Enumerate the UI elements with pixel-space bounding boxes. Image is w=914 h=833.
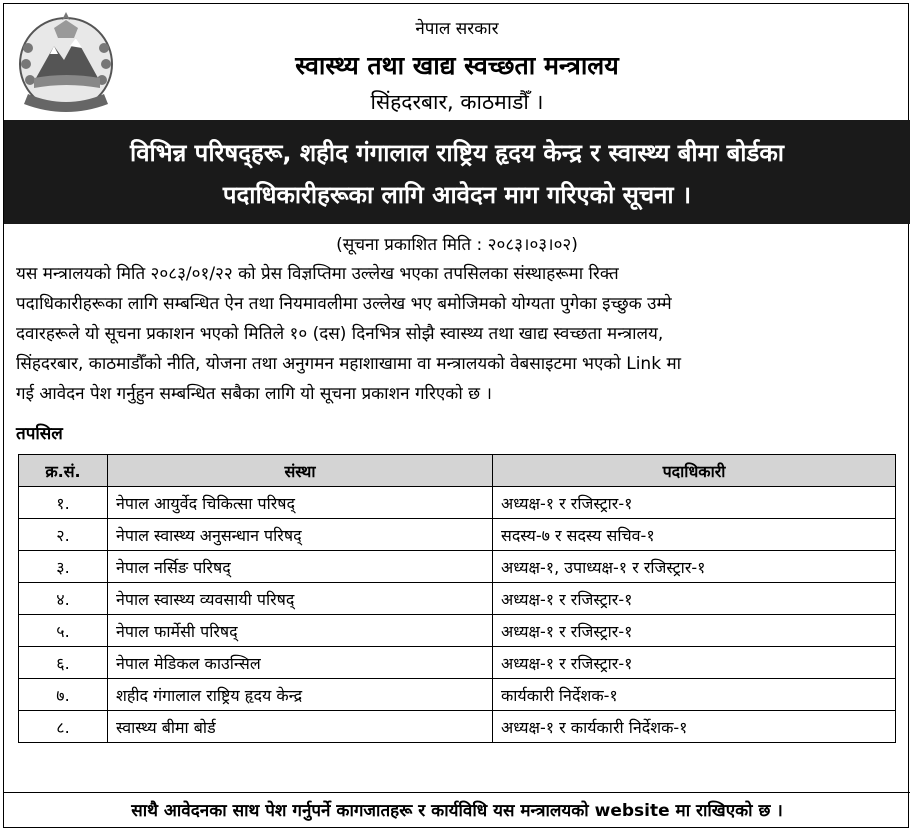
- table-row: [19, 711, 896, 743]
- notice-title-line-1: विभिन्न परिषद्हरू, शहीद गंगालाल राष्ट्रिय हृदय केन्द्र र स्वास्थ्य बीमा बोर्डका: [130, 139, 784, 167]
- cell-positions: अध्यक्ष-१ र कार्यकारी निर्देशक-१: [493, 711, 896, 743]
- table-row: [19, 551, 896, 583]
- notice-body-line: दवारहरूले यो सूचना प्रकाशन भएको मितिले १० (दस) दिनभित्र सोझै स्वास्थ्य तथा खाद्य स्वच्छता मन्त्रालय,: [16, 324, 664, 344]
- table-row: [19, 519, 896, 551]
- cell-positions: कार्यकारी निर्देशक-१: [493, 679, 896, 711]
- cell-institution: शहीद गंगालाल राष्ट्रिय हृदय केन्द्र: [108, 679, 493, 711]
- cell-positions: अध्यक्ष-१, उपाध्यक्ष-१ र रजिस्ट्रार-१: [493, 551, 896, 583]
- cell-serial: ७.: [19, 679, 108, 711]
- schedule-label: तपसिल: [16, 424, 63, 444]
- cell-positions: सदस्य-७ र सदस्य सचिव-१: [493, 519, 896, 551]
- cell-positions: अध्यक्ष-१ र रजिस्ट्रार-१: [493, 487, 896, 519]
- cell-institution: नेपाल स्वास्थ्य अनुसन्धान परिषद्: [108, 519, 493, 551]
- cell-serial: ६.: [19, 647, 108, 679]
- publication-date: (सूचना प्रकाशित मिति : २०८३।०३।०२): [336, 235, 578, 255]
- notice-title-banner: [4, 120, 910, 224]
- cell-institution: नेपाल आयुर्वेद चिकित्सा परिषद्: [108, 487, 493, 519]
- notice-header: [4, 4, 910, 120]
- government-title: नेपाल सरकार: [415, 19, 499, 39]
- ministry-address: सिंहदरबार, काठमाडौँ ।: [370, 90, 544, 114]
- notice-body-line: यस मन्त्रालयको मिति २०८३/०१/२२ को प्रेस विज्ञप्तिमा उल्लेख भएका तपसिलका संस्थाहरूमा रिक्त: [16, 264, 619, 284]
- notice-frame: [3, 3, 909, 828]
- footer-note: साथै आवेदनका साथ पेश गर्नुपर्ने कागजातहरू र कार्यविधि यस मन्त्रालयको website मा राखिएको छ ।: [4, 792, 910, 830]
- header-serial: क्र.सं.: [19, 455, 108, 487]
- cell-institution: नेपाल फार्मेसी परिषद्: [108, 615, 493, 647]
- notice-body-line: पदाधिकारीहरूका लागि सम्बन्धित ऐन तथा नियमावलीमा उल्लेख भए बमोजिमको योग्यता पुगेका इच्छुक उम्मे: [16, 294, 672, 314]
- ministry-name: स्वास्थ्य तथा खाद्य स्वच्छता मन्त्रालय: [295, 51, 619, 80]
- notice-body: [16, 259, 898, 409]
- cell-serial: ३.: [19, 551, 108, 583]
- header-positions: पदाधिकारी: [493, 455, 896, 487]
- cell-positions: अध्यक्ष-१ र रजिस्ट्रार-१: [493, 647, 896, 679]
- table-row: [19, 487, 896, 519]
- table-header-row: [19, 455, 896, 487]
- cell-serial: ४.: [19, 583, 108, 615]
- cell-positions: अध्यक्ष-१ र रजिस्ट्रार-१: [493, 615, 896, 647]
- cell-serial: १.: [19, 487, 108, 519]
- table-row: [19, 615, 896, 647]
- notice-body-line: गई आवेदन पेश गर्नुहुन सम्बन्धित सबैका लागि यो सूचना प्रकाशन गरिएको छ ।: [16, 384, 492, 404]
- cell-institution: नेपाल स्वास्थ्य व्यवसायी परिषद्: [108, 583, 493, 615]
- cell-serial: २.: [19, 519, 108, 551]
- notice-body-line: सिंहदरबार, काठमाडौँको नीति, योजना तथा अनुगमन महाशाखामा वा मन्त्रालयको वेबसाइटमा भएको Link मा: [16, 354, 682, 374]
- cell-serial: ५.: [19, 615, 108, 647]
- cell-serial: ८.: [19, 711, 108, 743]
- notice-title-line-2: पदाधिकारीहरूका लागि आवेदन माग गरिएको सूचना ।: [222, 181, 692, 209]
- table-row: [19, 679, 896, 711]
- positions-table: [18, 454, 896, 743]
- table-row: [19, 647, 896, 679]
- cell-positions: अध्यक्ष-१ र रजिस्ट्रार-१: [493, 583, 896, 615]
- cell-institution: नेपाल नर्सिङ परिषद्: [108, 551, 493, 583]
- header-institution: संस्था: [108, 455, 493, 487]
- table-row: [19, 583, 896, 615]
- cell-institution: नेपाल मेडिकल काउन्सिल: [108, 647, 493, 679]
- cell-institution: स्वास्थ्य बीमा बोर्ड: [108, 711, 493, 743]
